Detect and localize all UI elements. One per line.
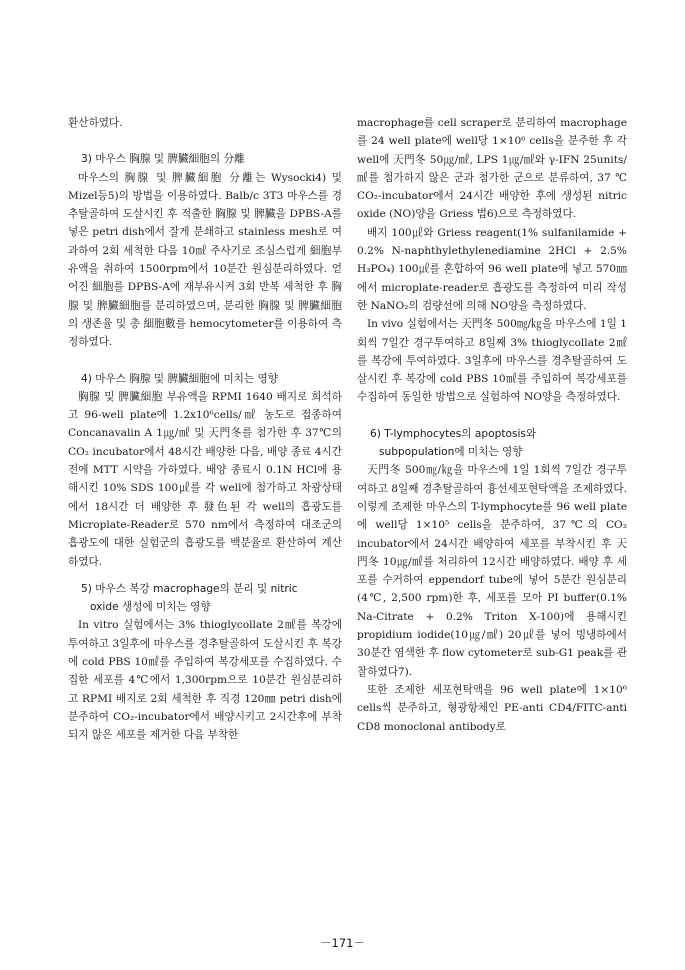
intro-paragraph: 환산하였다. bbox=[68, 117, 123, 129]
section-4-paragraph: 胸腺 및 脾臟細胞 부유액을 RPMI 1640 배지로 희석하고 96-well plate에 1.2x10⁶cells/㎖ 농도로 접종하여 Concanavalin A 1㎍/㎖ 및 天門冬를 첨가한 후 37℃의 CO₂ incubator에서 48시간 배양한 다음, 배양 종료 4시간 전에 MTT 시약을 가하였다. 배양 종료시 0.1N HCl에 용해시킨 10% SDS 100㎕를 각 well에 첨가하고 차광상태에서 18시간 더 배양한 후 發色된 각 well의 흡광도를 Microplate-Reader로 570 nm에서 측정하여 대조군의 흡광도에 대한 실험군의 흡광도를 백분율로 환산하여 계산하였다. bbox=[68, 390, 342, 568]
section-4-heading: 4) 마우스 胸腺 및 脾臟細胞에 미치는 영향 bbox=[81, 372, 278, 385]
section-5-heading: 5) 마우스 복강 macrophage의 분리 및 nitric bbox=[81, 582, 298, 595]
left-column bbox=[68, 114, 342, 745]
section-5-paragraph: In vitro 실험에서는 3% thioglycollate 2㎖를 복강에 투여하고 3일후에 마우스를 경추탈골하여 도살시킨 후 복강에 cold PBS 10㎖를 주입하여 복강세포를 수집하였다. 수집한 세포를 4℃에서 1,300rpm으로 10분간 원심분리하고 RPMI 배지로 2회 세척한 후 직경 120㎜ petri dish에 분주하여 CO₂-incubator에서 배양시키고 2시간후에 부착되지 않은 세포를 제거한 다음 부착한 bbox=[68, 619, 342, 742]
section-5-heading-cont: oxide 생성에 미치는 영향 bbox=[90, 601, 211, 614]
section-6-heading-cont: subpopulation에 미치는 영향 bbox=[379, 446, 523, 459]
in-vivo-paragraph: In vivo 실험에서는 天門冬 500㎎/㎏을 마우스에 1일 1회씩 7일간 경구투여하고 8일째 3% thioglycollate 2㎖를 복강에 투여하였다. 3일후에 마우스를 경추탈골하여 도살시킨 후 복강에 cold PBS 10㎖를 주입하여 복강세포를 수집하여 동일한 방법으로 실험하여 NO양을 측정하였다. bbox=[357, 318, 627, 404]
continued-paragraph: macrophage를 cell scraper로 분리하여 macrophage를 24 well plate에 well당 1×10⁶ cells을 분주한 후 각 well에 天門冬 50㎍/㎖, LPS 1㎍/㎖와 γ-IFN 25units/㎖를 첨가하지 않은 군과 첨가한 군으로 분류하여, 37 ℃ CO₂-incubator에서 24시간 배양한 후에 생성된 nitric oxide (NO)양을 Griess 법6)으로 측정하였다. bbox=[357, 117, 627, 221]
section-6-paragraph-2: 또한 조제한 세포현탁액을 96 well plate에 1×10⁶ cells씩 분주하고, 형광항체인 PE-anti CD4/FITC-anti CD8 monoclonal antibody로 bbox=[357, 683, 627, 733]
section-3-paragraph: 마우스의 胸腺 및 脾臟細胞 分離는 Wysocki4) 및 Mizel등5)의 방법을 이용하였다. Balb/c 3T3 마우스를 경추탈골하여 도살시킨 후 적출한 胸腺 및 脾臟을 DPBS-A를 넣은 petri dish에서 잘게 분쇄하고 stainless mesh로 여과하여 2회 세척한 다음 10㎖ 주사기로 조심스럽게 細胞부유액을 취하여 1500rpm에서 10분간 원심분리하였다. 얻어진 細胞를 DPBS-A에 재부유시켜 3회 반복 세척한 후 胸腺 및 脾臟細胞를 분리하였으며, 분리한 胸腺 및 脾臟細胞의 생존율 및 총 細胞數를 hemocytometer를 이용하여 측정하였다. bbox=[68, 171, 342, 349]
section-6-heading: 6) T-lymphocytes의 apoptosis와 bbox=[370, 427, 537, 440]
right-column bbox=[357, 114, 627, 736]
page-number: －171－ bbox=[320, 936, 365, 950]
griess-paragraph: 배지 100㎕와 Griess reagent(1% sulfanilamide + 0.2% N-naphthylethylenediamine 2HCl + 2.5% H₃PO₄) 100㎕를 혼합하여 96 well plate에 넣고 570㎚에서 microplate-reader로 흡광도를 측정하여 미리 작성한 NaNO₂의 검량선에 의해 NO양을 측정하였다. bbox=[357, 226, 627, 312]
section-3-heading: 3) 마우스 胸腺 및 脾臟細胞의 分離 bbox=[81, 153, 245, 166]
section-6-paragraph: 天門冬 500㎎/㎏을 마우스에 1일 1회씩 7일간 경구투여하고 8일째 경추탈골하여 흉선세포현탁액을 조제하였다. 이렇게 조제한 마우스의 T-lymphocyte를 96 well plate에 well당 1×10⁵ cells을 분주하여, 37℃의 CO₂ incubator에서 24시간 배양하여 세포를 부착시킨 후 天門冬 10㎍/㎖를 처리하여 12시간 배양하였다. 배양 후 세포를 수거하여 eppendorf tube에 넣어 5분간 원심분리(4℃, 2,500 rpm)한 후, 세포를 모아 PI buffer(0.1% Na-Citrate + 0.2% Triton X-100)에 용해시킨 propidium iodide(10㎍/㎖) 20㎕를 넣어 빙냉하에서 30분간 염색한 후 flow cytometer로 sub-G1 peak를 관찰하였다7). bbox=[357, 464, 627, 678]
